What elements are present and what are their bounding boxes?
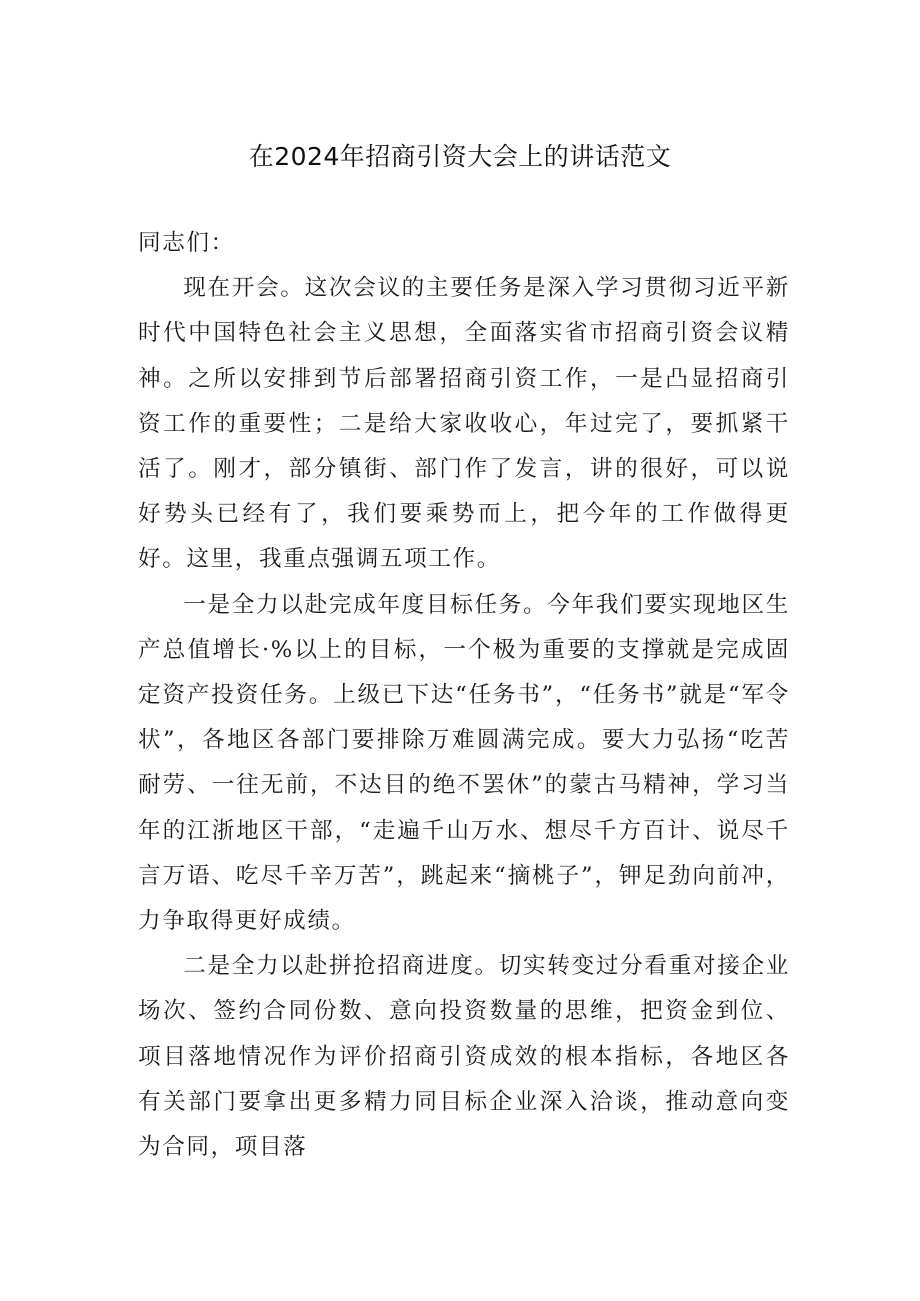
document-body	[138, 221, 790, 1170]
paragraph-point-one: 一是全力以赴完成年度目标任务。今年我们要实现地区生产总值增长·%以上的目标，一个极为重要的支撑就是完成固定资产投资任务。上级已下达“任务书”，“任务书”就是“军令状”，各地区各部门要排除万难圆满完成。要大力弘扬“吃苦耐劳、一往无前，不达目的绝不罢休”的蒙古马精神，学习当年的江浙地区干部，“走遍千山万水、想尽千方百计、说尽千言万语、吃尽千辛万苦”，跳起来“摘桃子”，钾足劲向前冲，力争取得更好成绩。	[138, 591, 790, 935]
salutation: 同志们：	[138, 230, 235, 256]
paragraph-opening: 现在开会。这次会议的主要任务是深入学习贯彻习近平新时代中国特色社会主义思想，全面落实省市招商引资会议精神。之所以安排到节后部署招商引资工作，一是凸显招商引资工作的重要性；二是给大家收收心，年过完了，要抓紧干活了。刚才，部分镇街、部门作了发言，讲的很好，可以说好势头已经有了，我们要乘势而上，把今年的工作做得更好。这里，我重点强调五项工作。	[138, 275, 790, 573]
paragraph-point-two: 二是全力以赴拼抢招商进度。切实转变过分看重对接企业场次、签约合同份数、意向投资数量的思维，把资金到位、项目落地情况作为评价招商引资成效的根本指标，各地区各有关部门要拿出更多精力同目标企业深入洽谈，推动意向变为合同，项目落	[138, 953, 790, 1161]
document-title: 在2024年招商引资大会上的讲话范文	[248, 142, 672, 171]
